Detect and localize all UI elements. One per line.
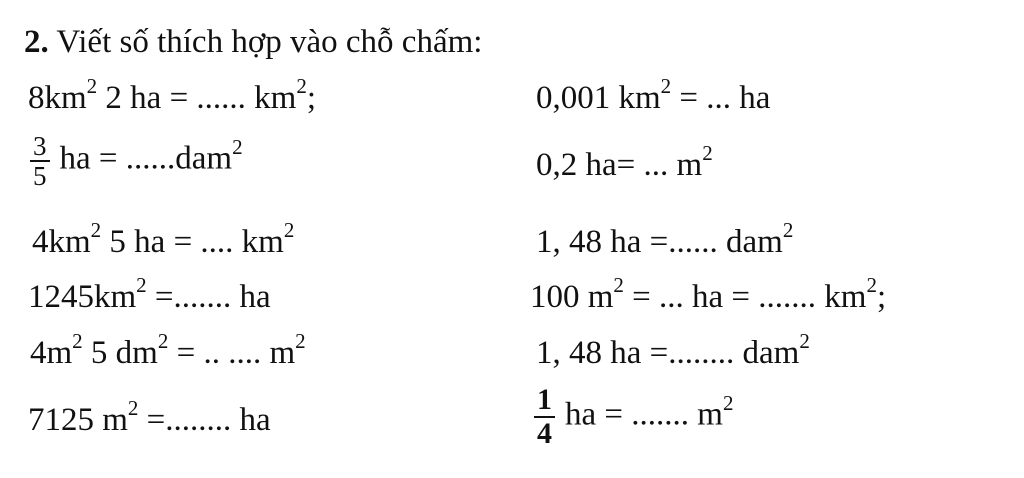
fraction-three-fifths: $\frac{3}{5}$ xyxy=(30,132,50,190)
exercise-item-2-right: 0,2 ha= ... $m^2$ xyxy=(536,141,713,183)
exercise-item-4-left: $1245km^2$ =....... ha xyxy=(28,273,271,315)
exercise-item-3-right: 1, 48 ha =...... dam$^2$ xyxy=(536,218,794,260)
exercise-item-1-right: 0,001 $km^2$ = ... ha xyxy=(536,74,771,116)
exercise-item-4-right: 100 $m^2$ = ... ha = ....... $km^2$; xyxy=(530,273,887,315)
exercise-item-2-left: $\frac{3}{5}$ ha = ......dam$^2$ xyxy=(30,132,243,190)
exercise-item-5-left: $4m^2$ 5 $dm^2$ = .. .... $m^2$ xyxy=(30,329,306,371)
exercise-item-3-left: $4km^2$ 5 ha = .... $km^2$ xyxy=(32,218,295,260)
exercise-title xyxy=(24,22,482,62)
exercise-number: 2. xyxy=(24,24,49,60)
exercise-instruction: Viết số thích hợp vào chỗ chấm: xyxy=(48,24,483,60)
exercise-item-6-left: 7125 $m^2$ =........ ha xyxy=(28,396,271,438)
exercise-item-5-right: 1, 48 ha =........ dam$^2$ xyxy=(536,329,810,371)
exercise-item-6-right: $\frac{1}{4}$ ha = ....... $m^2$ xyxy=(534,384,733,450)
exercise-item-1-left: $8km^2$ 2 ha = ...... $km^2$; xyxy=(28,74,317,116)
fraction-one-quarter: $\frac{1}{4}$ xyxy=(534,384,555,450)
